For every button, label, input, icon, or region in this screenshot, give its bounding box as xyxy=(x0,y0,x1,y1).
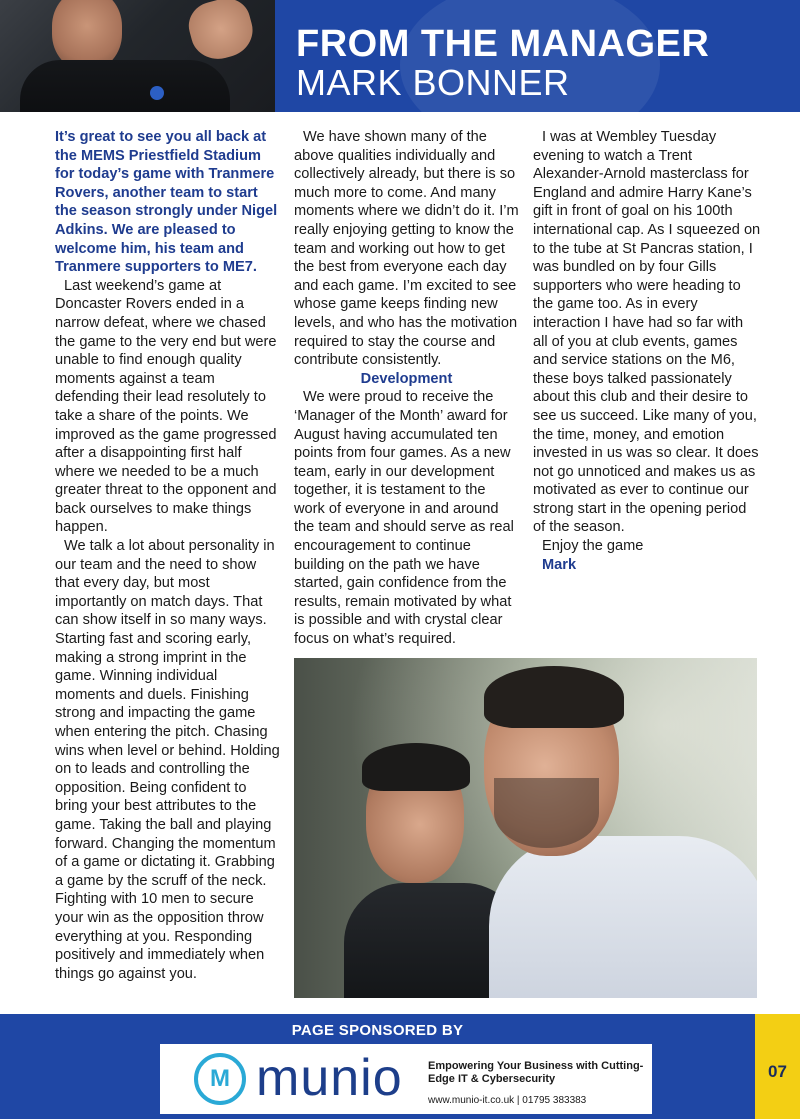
sponsor-footer xyxy=(0,1014,755,1119)
manager-beard-shape xyxy=(494,778,599,848)
article-signature: Mark xyxy=(542,556,577,573)
section-heading: Development xyxy=(360,370,453,387)
manager-photo xyxy=(294,658,757,998)
article-paragraph: I was at Wembley Tuesday evening to watch a Trent Alexander-Arnold masterclass for England and admire Harry Kane’s gift in front of goal on his 100th international cap. As I squeezed on to the tube at St Pancras station, I was bundled on by four Gills supporters who were heading to the game too. As in every interaction I have had so far with all of you at club events, games and service stations on the M6, these boys talked passionately about this club and their desire to see us succeed. Like many of you, the time, money, and emotion invested in us was so clear. It does not go unnoticed and makes us as motivated as ever to continue our strong start in the opening period of the season. xyxy=(533,129,761,536)
article-column-3 xyxy=(533,128,761,574)
article-closing: Enjoy the game xyxy=(542,538,644,555)
article-lead: It’s great to see you all back at the MEMS Priestfield Stadium for today’s game with Tranmere Rovers, another team to start the season strongly under Nigel Adkins. We are pleased to welcome him, his team and Tranmere supporters to ME7. xyxy=(55,129,278,276)
club-badge-icon xyxy=(150,86,164,100)
page-number-tab xyxy=(755,1014,800,1119)
article-column-1 xyxy=(55,128,280,983)
sponsor-contact: www.munio-it.co.uk | 01795 383383 xyxy=(428,1095,587,1106)
manager-body-shape xyxy=(20,60,230,112)
manager-shirt-shape xyxy=(489,836,757,998)
article-paragraph: We were proud to receive the ‘Manager of the Month’ award for August having accumulated ten points from four games. As a new team, early in our development together, it is testament to the work of everyone in and around the team and should serve as real encouragement to continue building on the path we have started, gain confidence from the results, remain motivated by what is possible and with crystal clear focus on what’s required. xyxy=(294,389,514,648)
manager-header-photo xyxy=(0,0,275,112)
page-title: FROM THE MANAGER xyxy=(296,23,710,65)
article-paragraph: We have shown many of the above qualities individually and collectively already, but there is so much more to come. And many moments where we didn’t do it. I’m really enjoying getting to know the team and working out how to get the best from everyone each day and each game. I’m excited to see whose game keeps finding new levels, and who has the motivation required to stay the course and contribute consistently. xyxy=(294,129,519,369)
sponsor-brand: munio xyxy=(256,1049,403,1107)
munio-logo-icon xyxy=(194,1053,246,1105)
sponsor-label: PAGE SPONSORED BY xyxy=(291,1022,464,1039)
page-subtitle: MARK BONNER xyxy=(296,62,570,103)
article-column-2 xyxy=(294,128,519,649)
page-header xyxy=(0,0,800,112)
page-number: 07 xyxy=(768,1062,787,1081)
sponsor-tagline: Empowering Your Business with Cutting-Edge IT & Cybersecurity xyxy=(428,1060,644,1085)
assistant-hair-shape xyxy=(362,743,470,791)
sponsor-banner[interactable] xyxy=(160,1044,652,1114)
hand-gesture-shape xyxy=(184,0,259,65)
logo-letter: M xyxy=(210,1065,230,1092)
manager-hair-shape xyxy=(484,666,624,728)
article-paragraph: Last weekend’s game at Doncaster Rovers ended in a narrow defeat, where we chased the game to the very end but were unable to find enough quality moments against a team defending their lead resolutely to take a share of the points. We improved as the game progressed after a disappointing first half where we needed to be a much greater threat to the opponent and back ourselves to make things happen. xyxy=(55,277,277,536)
article-paragraph: We talk a lot about personality in our team and the need to show that every day, but most importantly on match days. That can show itself in so many ways. Starting fast and scoring early, making a strong imprint in the game. Winning individual moments and duels. Finishing strong and impacting the game when entering the pitch. Chasing wins when level or behind. Holding on to leads and controlling the opposition. Being confident to bring your best attributes to the game. Taking the ball and playing forward. Changing the momentum of a game or dictating it. Grabbing a game by the scruff of the neck. Fighting with 10 men to secure your win as the opposition throw everything at you. Responding positively and immediately when things go against you. xyxy=(55,538,280,982)
